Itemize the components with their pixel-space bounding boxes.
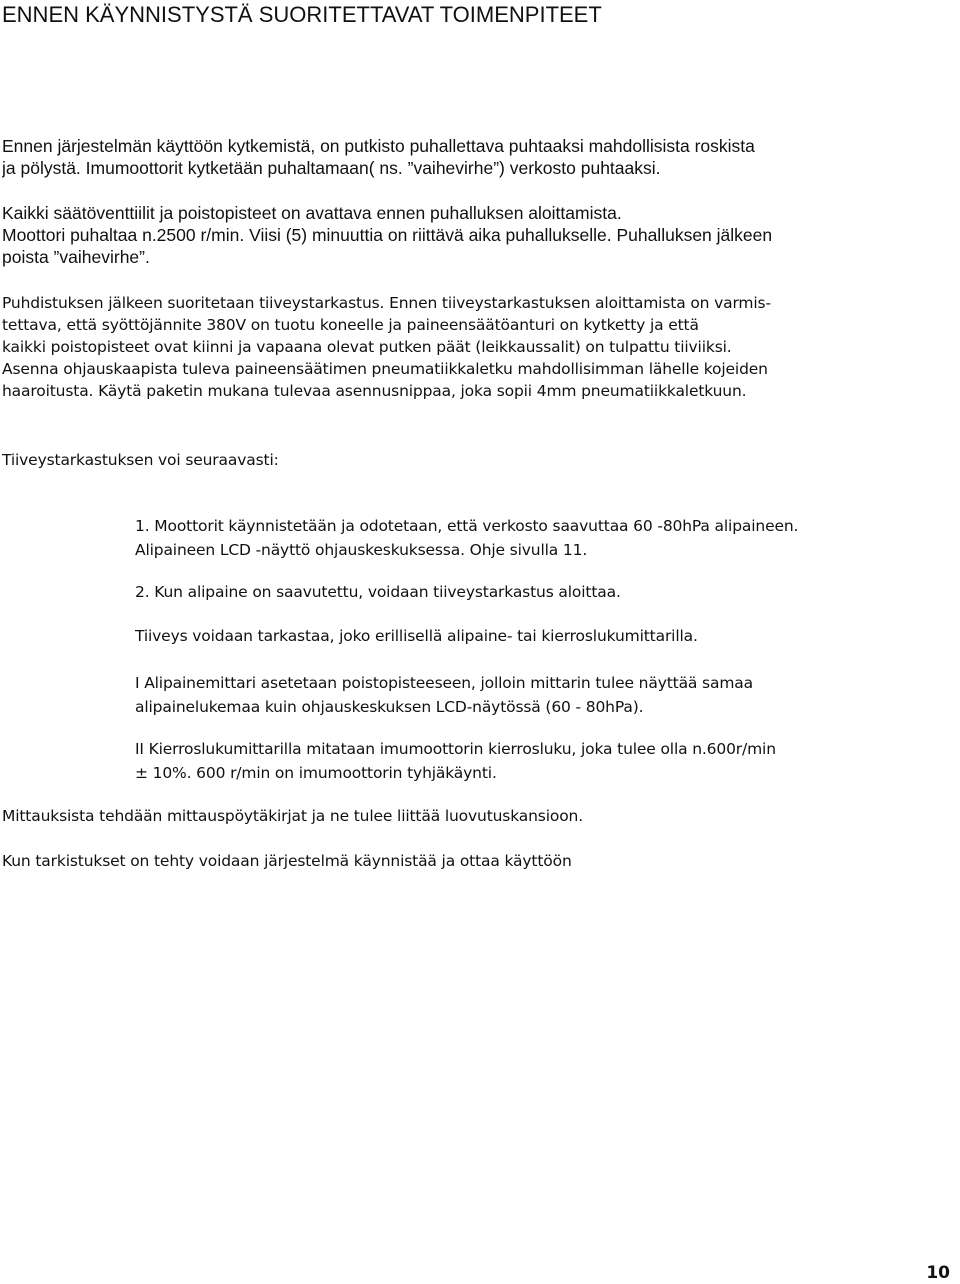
text-line: haaroitusta. Käytä paketin mukana tulevaa asennusnippaa, joka sopii 4mm pneumatiikkaletkuun. <box>2 382 747 400</box>
leak-test-intro-paragraph <box>2 292 957 402</box>
method-2 <box>135 737 957 785</box>
text-line: poista ”vaihevirhe”. <box>2 247 150 267</box>
text-line: Kaikki säätöventtiilit ja poistopisteet on avattava ennen puhalluksen aloittamista. <box>2 203 622 223</box>
text-line: I Alipainemittari asetetaan poistopisteeseen, jolloin mittarin tulee näyttää samaa <box>135 674 753 692</box>
page-number: 10 <box>926 1263 950 1283</box>
valves-paragraph <box>2 202 957 268</box>
step-1 <box>135 514 957 562</box>
intro-paragraph <box>2 135 957 179</box>
method-note: Tiiveys voidaan tarkastaa, joko erillisellä alipaine- tai kierroslukumittarilla. <box>135 627 698 645</box>
text-line: Alipaineen LCD -näyttö ohjauskeskuksessa. Ohje sivulla 11. <box>135 541 588 559</box>
method-1 <box>135 671 957 719</box>
text-line: Ennen järjestelmän käyttöön kytkemistä, on putkisto puhallettava puhtaaksi mahdollisista roskista <box>2 136 755 156</box>
final-paragraph: Kun tarkistukset on tehty voidaan järjestelmä käynnistää ja ottaa käyttöön <box>2 852 572 870</box>
protocol-paragraph: Mittauksista tehdään mittauspöytäkirjat ja ne tulee liittää luovutuskansioon. <box>2 807 583 825</box>
step-2: 2. Kun alipaine on saavutettu, voidaan tiiveystarkastus aloittaa. <box>135 583 621 601</box>
text-line: 1. Moottorit käynnistetään ja odotetaan, että verkosto saavuttaa 60 -80hPa alipaineen. <box>135 517 799 535</box>
text-line: kaikki poistopisteet ovat kiinni ja vapaana olevat putken päät (leikkaussalit) on tulpattu tiiviiksi. <box>2 338 732 356</box>
leak-test-heading: Tiiveystarkastuksen voi seuraavasti: <box>2 451 279 469</box>
text-line: Moottori puhaltaa n.2500 r/min. Viisi (5) minuuttia on riittävä aika puhallukselle. Puhalluksen jälkeen <box>2 225 773 245</box>
text-line: ± 10%. 600 r/min on imumoottorin tyhjäkäynti. <box>135 764 497 782</box>
text-line: Asenna ohjauskaapista tuleva paineensäätimen pneumatiikkaletku mahdollisimman lähelle kojeiden <box>2 360 768 378</box>
text-line: tettava, että syöttöjännite 380V on tuotu koneelle ja paineensäätöanturi on kytketty ja että <box>2 316 699 334</box>
text-line: ja pölystä. Imumoottorit kytketään puhaltamaan( ns. ”vaihevirhe”) verkosto puhtaaksi. <box>2 158 661 178</box>
text-line: alipainelukemaa kuin ohjauskeskuksen LCD-näytössä (60 - 80hPa). <box>135 698 644 716</box>
page-title: ENNEN KÄYNNISTYSTÄ SUORITETTAVAT TOIMENPITEET <box>2 2 602 27</box>
text-line: Puhdistuksen jälkeen suoritetaan tiiveystarkastus. Ennen tiiveystarkastuksen aloittamista on varmis- <box>2 294 771 312</box>
text-line: II Kierroslukumittarilla mitataan imumoottorin kierrosluku, joka tulee olla n.600r/min <box>135 740 776 758</box>
